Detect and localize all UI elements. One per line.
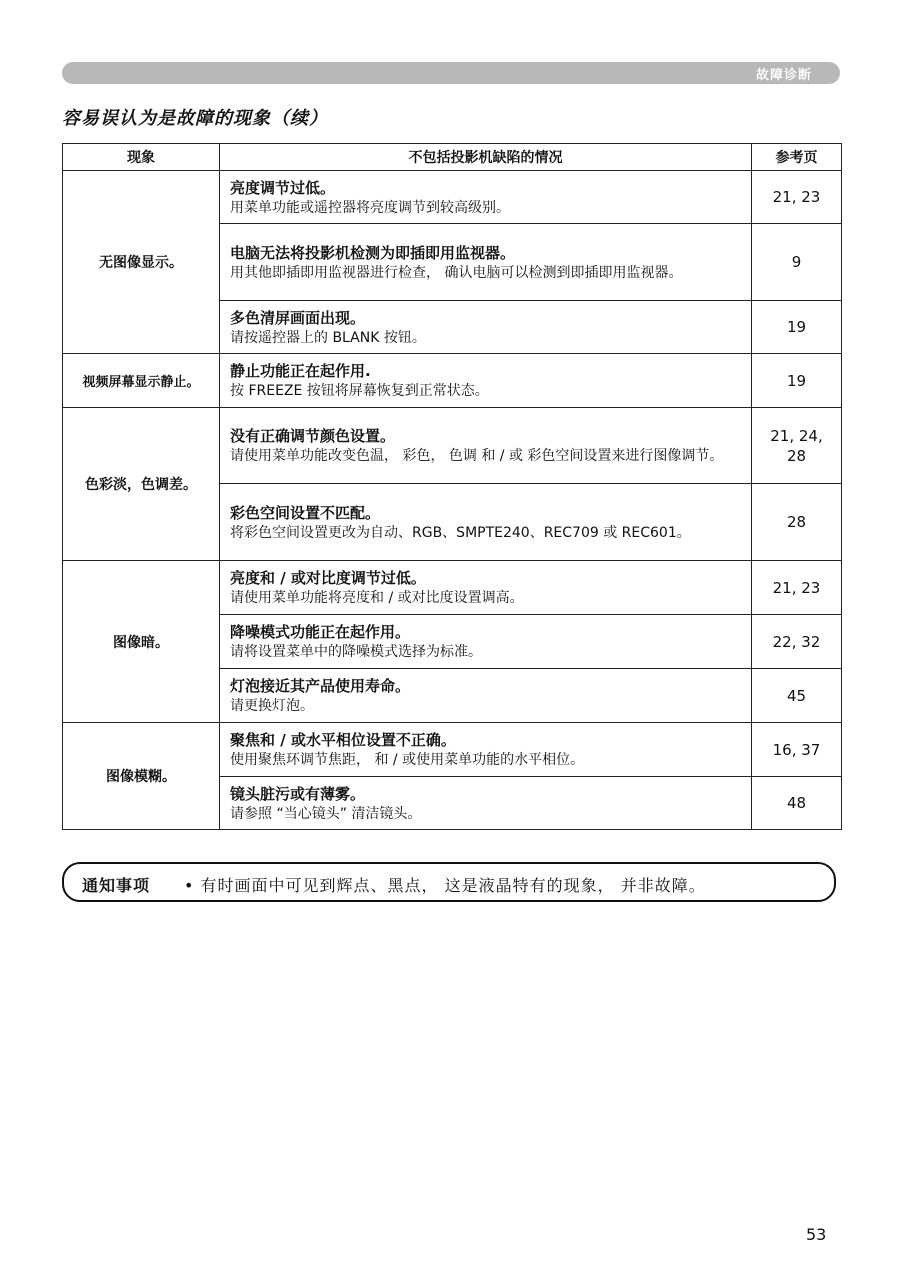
phenomenon-cell: 无图像显示。 [63, 171, 220, 354]
table-header-row [63, 144, 842, 171]
reference-page-cell: 16, 37 [752, 723, 842, 777]
condition-cell [220, 723, 752, 777]
header-bar [62, 62, 840, 84]
phenomenon-cell: 图像暗。 [63, 561, 220, 723]
condition-description: 请更换灯泡。 [230, 698, 314, 714]
reference-page-cell: 48 [752, 777, 842, 830]
condition-title: 静止功能正在起作用. [230, 362, 371, 380]
condition-cell [220, 669, 752, 723]
condition-description: 将彩色空间设置更改为自动、RGB、SMPTE240、REC709 或 REC601。 [230, 524, 691, 541]
condition-description: 请使用菜单功能改变色温， 彩色， 色调 和 / 或 彩色空间设置来进行图像调节。 [230, 448, 724, 464]
condition-cell [220, 777, 752, 830]
condition-title: 电脑无法将投影机检测为即插即用监视器。 [230, 243, 516, 262]
table-row [63, 723, 842, 777]
column-header-reference: 参考页 [752, 144, 842, 171]
condition-cell [220, 354, 752, 408]
condition-description: 按 FREEZE 按钮将屏幕恢复到正常状态。 [230, 383, 489, 399]
page-number: 53 [806, 1225, 827, 1244]
reference-page-cell: 21, 23 [752, 171, 842, 224]
condition-cell [220, 408, 752, 484]
phenomenon-cell: 图像模糊。 [63, 723, 220, 830]
condition-title: 灯泡接近其产品使用寿命。 [230, 677, 411, 695]
section-label: 故障诊断 [755, 68, 812, 83]
condition-description: 请将设置菜单中的降噪模式选择为标准。 [230, 644, 482, 660]
page-title: 容易误认为是故障的现象（续） [62, 108, 328, 129]
condition-title: 没有正确调节颜色设置。 [230, 427, 396, 445]
table-row [63, 171, 842, 224]
condition-cell [220, 561, 752, 615]
reference-page-cell: 9 [752, 224, 842, 301]
reference-page-cell: 21, 23 [752, 561, 842, 615]
troubleshooting-table [62, 143, 842, 830]
notice-text: • 有时画面中可见到辉点、黑点， 这是液晶特有的现象， 并非故障。 [184, 876, 706, 895]
condition-description: 请使用菜单功能将亮度和 / 或对比度设置调高。 [230, 590, 524, 606]
condition-title: 亮度和 / 或对比度调节过低。 [230, 569, 426, 587]
condition-title: 镜头脏污或有薄雾。 [230, 784, 366, 803]
condition-description: 使用聚焦环调节焦距， 和 / 或使用菜单功能的水平相位。 [230, 752, 585, 768]
condition-description: 请参照 “当心镜头” 清洁镜头。 [230, 805, 422, 822]
reference-page-cell: 22, 32 [752, 615, 842, 669]
reference-page-cell: 45 [752, 669, 842, 723]
condition-title: 亮度调节过低。 [230, 178, 336, 197]
condition-title: 聚焦和 / 或水平相位设置不正确。 [230, 731, 456, 749]
reference-page-cell: 19 [752, 354, 842, 408]
column-header-phenomenon: 现象 [63, 144, 220, 171]
notice-label: 通知事项 [82, 876, 151, 895]
condition-cell [220, 301, 752, 354]
table-row [63, 408, 842, 484]
reference-page-cell: 19 [752, 301, 842, 354]
condition-title: 彩色空间设置不匹配。 [230, 503, 381, 522]
phenomenon-cell: 视频屏幕显示静止。 [63, 354, 220, 408]
column-header-condition: 不包括投影机缺陷的情况 [220, 144, 752, 171]
condition-cell [220, 615, 752, 669]
notice-box [62, 862, 836, 902]
table-row [63, 354, 842, 408]
condition-cell [220, 224, 752, 301]
table-row [63, 561, 842, 615]
condition-title: 多色清屏画面出现。 [230, 308, 366, 327]
condition-cell [220, 484, 752, 561]
condition-description: 请按遥控器上的 BLANK 按钮。 [230, 329, 426, 346]
reference-page-cell: 21, 24, 28 [752, 408, 842, 484]
condition-description: 用菜单功能或遥控器将亮度调节到较高级别。 [230, 199, 510, 216]
condition-description: 用其他即插即用监视器进行检查， 确认电脑可以检测到即插即用监视器。 [230, 264, 683, 281]
condition-title: 降噪模式功能正在起作用。 [230, 623, 411, 641]
condition-cell [220, 171, 752, 224]
reference-page-cell: 28 [752, 484, 842, 561]
phenomenon-cell: 色彩淡，色调差。 [63, 408, 220, 561]
